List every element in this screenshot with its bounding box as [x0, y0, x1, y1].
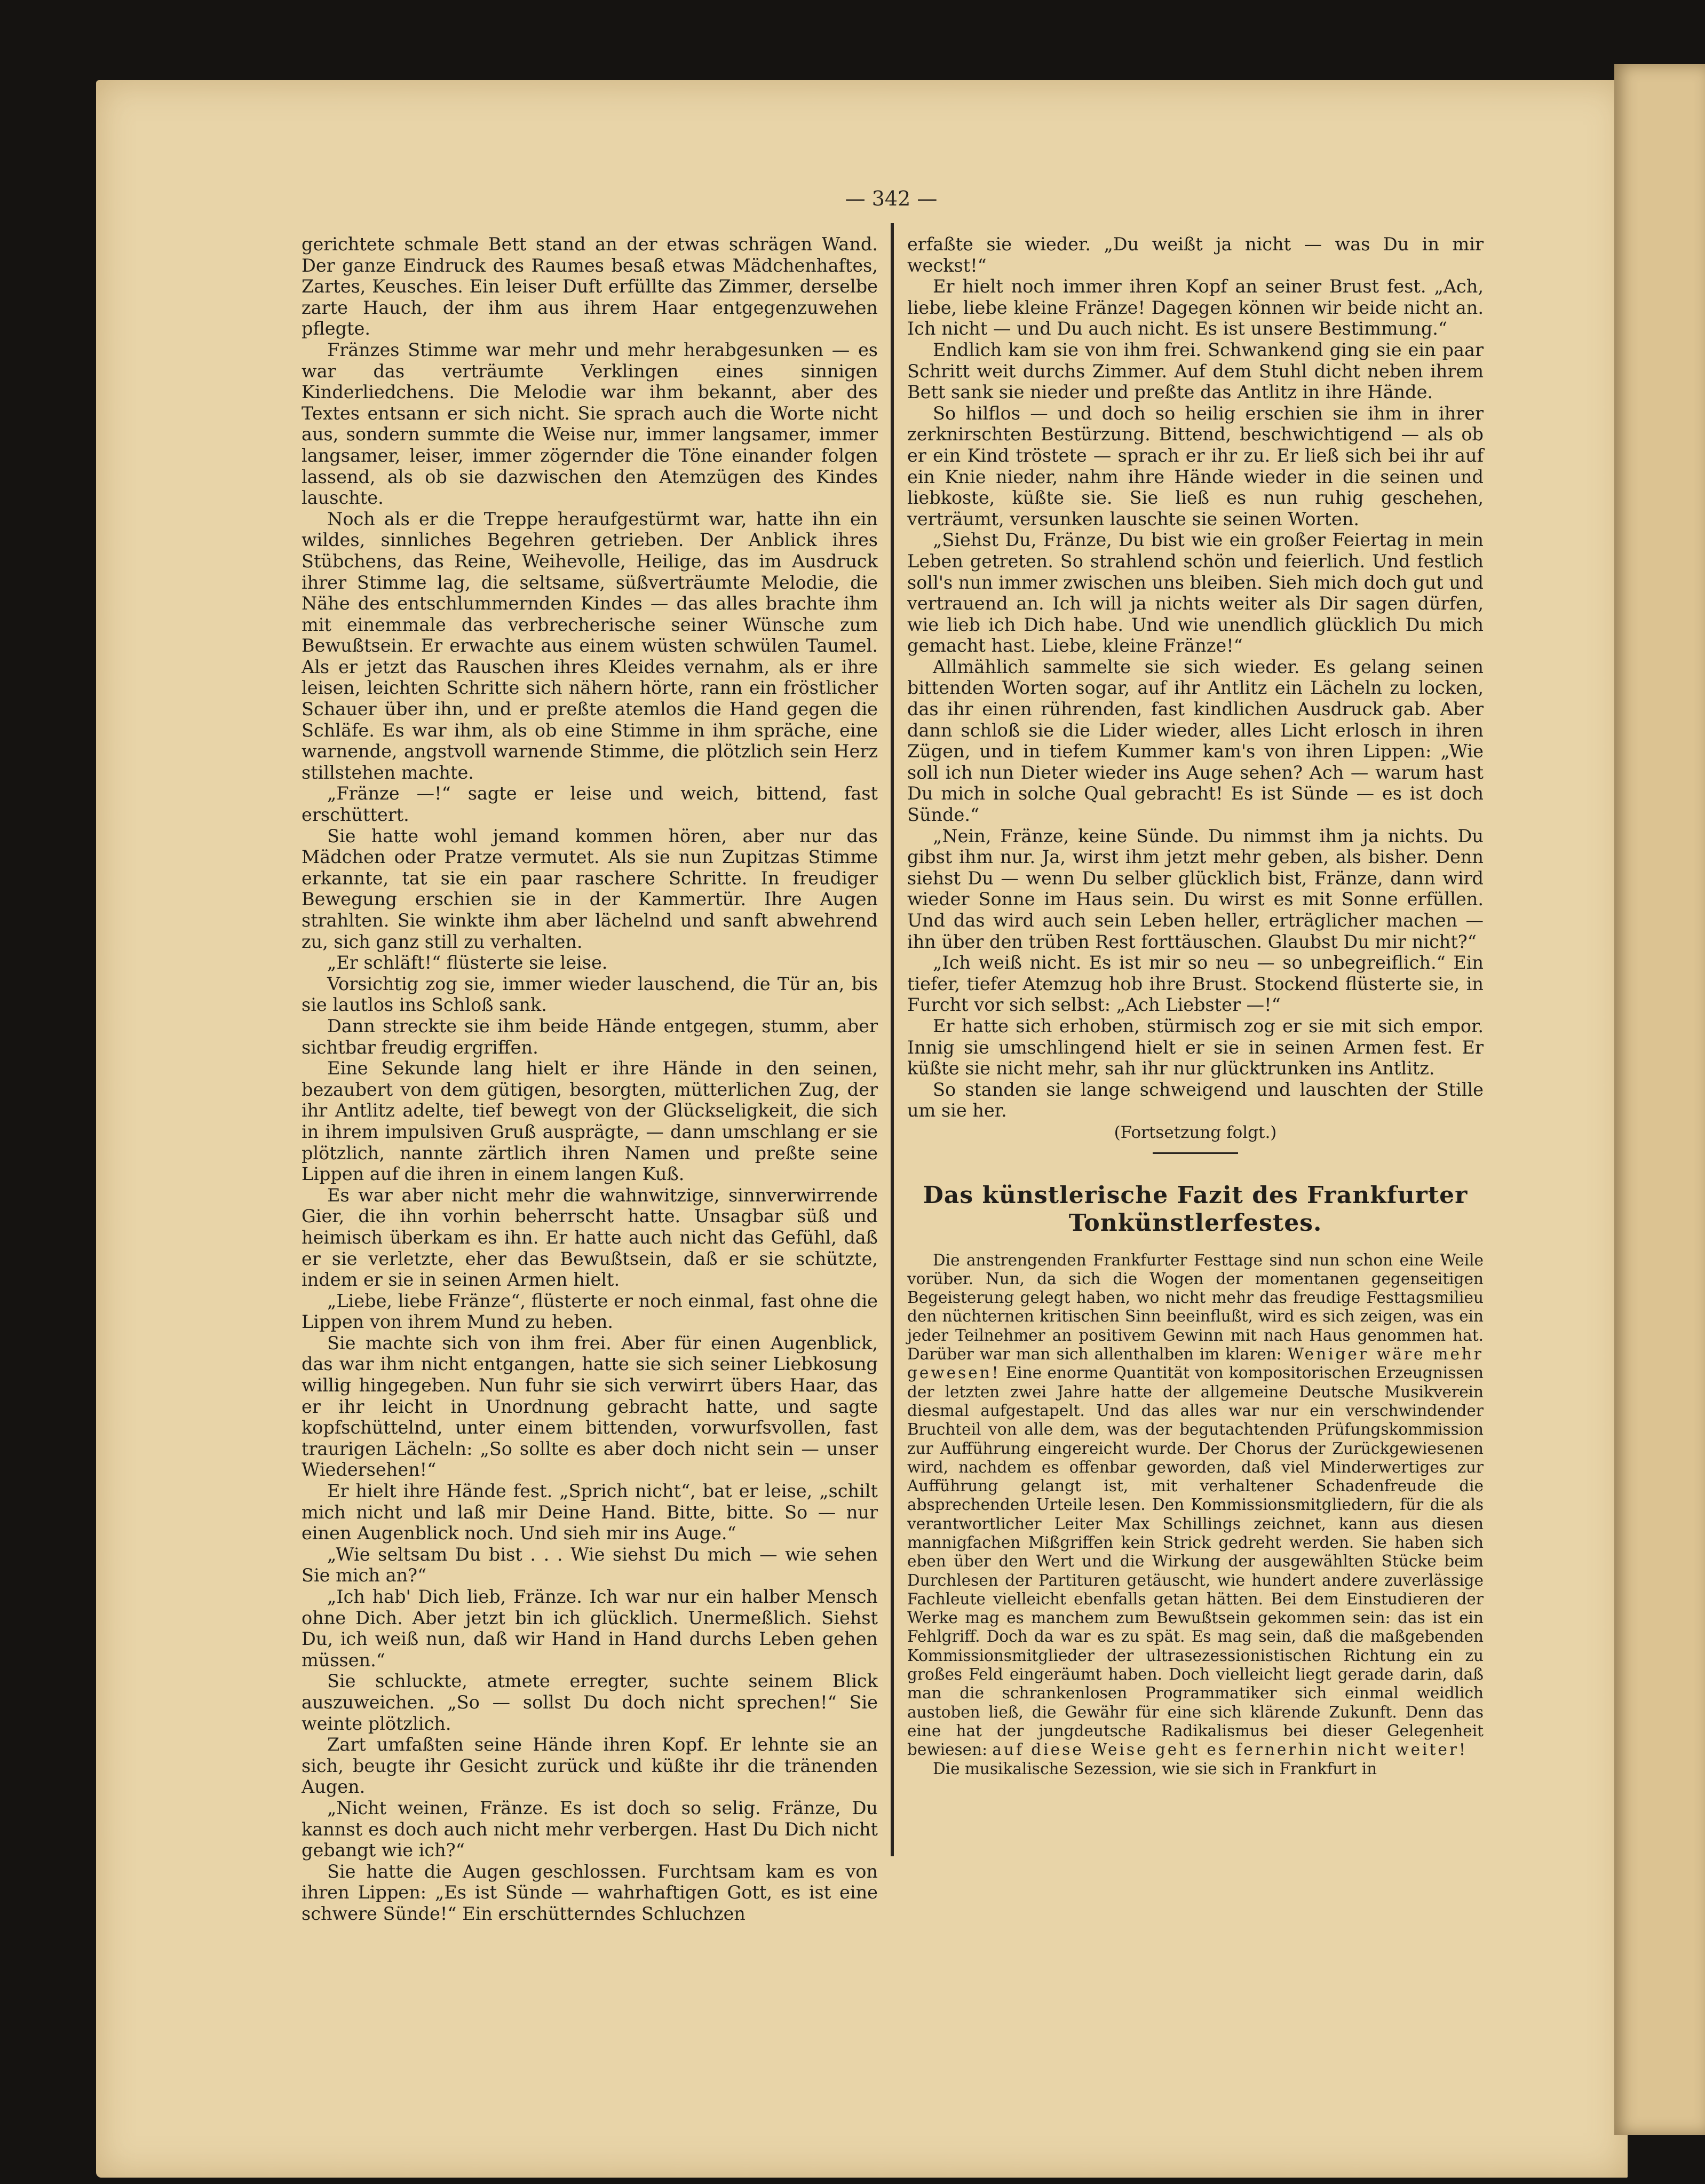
paragraph: „Nicht weinen, Fränze. Es ist doch so selig. Fränze, Du kannst es doch auch nicht mehr verbergen. Hast Du Dich nicht gebangt wie ich?“: [302, 1797, 878, 1861]
paragraph: Sie hatte wohl jemand kommen hören, aber nur das Mädchen oder Pratze vermutet. Als sie nun Zupitzas Stimme erkannte, tat sie ein paar raschere Schritte. In freudiger Bewegung erschien sie in der Kammertür. Ihre Augen strahlten. Sie winkte ihm aber lächelnd und sanft abwehrend zu, sich ganz still zu verhalten.: [302, 825, 878, 952]
article-text: Die anstrengenden Frankfurter Festtage sind nun schon eine Weile vorüber. Nun, da sich die Wogen der momentanen gegenseitigen Begeisterung gelegt haben, wo nicht mehr das freudige Festtagsmilieu den nüchternen kritischen Sinn beeinflußt, wird es sich zeigen, was ein jeder Teilnehmer an positivem Gewinn mit nach Haus genommen hat. Darüber war man sich allenthalben im klaren:: [907, 1251, 1484, 1364]
paragraph: „Nein, Fränze, keine Sünde. Du nimmst ihm ja nichts. Du gibst ihm nur. Ja, wirst ihm jetzt mehr geben, als bisher. Denn siehst Du — wenn Du selber glücklich bist, Fränze, dann wird wieder Sonne im Haus sein. Du wirst es mit Sonne erfüllen. Und das wird auch sein Leben heller, erträglicher machen — ihn über den trüben Rest forttäuschen. Glaubst Du mir nicht?“: [907, 825, 1484, 952]
right-column: [907, 234, 1484, 1856]
paragraph: Fränzes Stimme war mehr und mehr herabgesunken — es war das verträumte Verklingen eines sinnigen Kinderliedchens. Die Melodie war ihm bekannt, aber des Textes entsann er sich nicht. Sie sprach auch die Worte nicht aus, sondern summte die Weise nur, immer langsamer, immer langsamer, leiser, immer zögernder die Töne einander folgen lassend, als ob sie dazwischen den Atemzügen des Kindes lauschte.: [302, 339, 878, 509]
article-title-line: Das künstlerische Fazit des Frankfurter: [923, 1181, 1468, 1209]
paragraph: „Fränze —!“ sagte er leise und weich, bittend, fast erschüttert.: [302, 783, 878, 826]
paragraph: „Ich hab' Dich lieb, Fränze. Ich war nur ein halber Mensch ohne Dich. Aber jetzt bin ich glücklich. Unermeßlich. Siehst Du, ich weiß nun, daß wir Hand in Hand durchs Leben gehen müssen.“: [302, 1586, 878, 1671]
article-title-line: Tonkünstlerfestes.: [1068, 1209, 1322, 1237]
article-body: [907, 1760, 1484, 1778]
paragraph: Eine Sekunde lang hielt er ihre Hände in den seinen, bezaubert von dem gütigen, besorgten, mütterlichen Zug, der ihr Antlitz adelte, tief bewegt von der Glückseligkeit, die sich in ihrem impulsiven Gruß ausprägte, — dann umschlang er sie plötzlich, nannte zärtlich ihren Namen und preßte seine Lippen auf die ihren in einem langen Kuß.: [302, 1058, 878, 1185]
column-divider: [891, 223, 894, 1856]
article-text: Eine enorme Quantität von kompositorischen Erzeugnissen der letzten zwei Jahre hatte der allgemeine Deutsche Musikverein diesmal aufgestapelt. Und das alles war nur ein verschwindender Bruchteil von alle dem, was der begutachtenden Prüfungskommission zur Aufführung eingereicht wurde. Der Chorus der Zurückgewiesenen wird, nachdem es offenbar geworden, daß viel Minderwertiges zur Aufführung gelangt ist, mit verhaltener Schadenfreude die absprechenden Urteile lesen. Den Kommissionsmitgliedern, für die als verantwortlicher Leiter Max Schillings zeichnet, kann aus diesen mannigfachen Mißgriffen kein Strick gedreht werden. Sie haben sich eben über den Wert und die Wirkung der ausgewählten Stücke beim Durchlesen der Partituren getäuscht, wie hundert andere zuverlässige Fachleute vielleicht ebenfalls getan hätten. Bei dem Einstudieren der Werke mag es manchem zum Bewußtsein gekommen sein: das ist ein Fehlgriff. Doch da war es zu spät. Es mag sein, daß die maßgebenden Kommissionsmitglieder der ultrasezessionistischen Richtung ein zu großes Feld eingeräumt haben. Doch vielleicht liegt gerade darin, daß man die schrankenlosen Programmatiker sich einmal weidlich austoben ließ, die Gewähr für eine sich klärende Zukunft. Denn das eine hat der jungdeutsche Radikalismus bei dieser Gelegenheit bewiesen:: [907, 1364, 1484, 1759]
paragraph: So standen sie lange schweigend und lauschten der Stille um sie her.: [907, 1079, 1484, 1121]
paragraph: Es war aber nicht mehr die wahnwitzige, sinnverwirrende Gier, die ihn vorhin beherrscht hatte. Unsagbar süß und heimisch überkam es ihn. Er hatte auch nicht das Gefühl, daß er sie verletzte, eher das Bewußtsein, daß er sie schützte, indem er sie in seinen Armen hielt.: [302, 1184, 878, 1291]
paragraph: Sie machte sich von ihm frei. Aber für einen Augenblick, das war ihm nicht entgangen, hatte sie sich seiner Liebkosung willig hingegeben. Nun fuhr sie sich verwirrt übers Haar, das er ihr leicht in Unordnung gebracht hatte, und sagte kopfschüttelnd, unter einem bittenden, vorwurfsvollen, fast traurigen Lächeln: „So sollte es aber doch nicht sein — unser Wiedersehen!“: [302, 1332, 878, 1481]
paragraph: Sie schluckte, atmete erregter, suchte seinem Blick auszuweichen. „So — sollst Du doch nicht sprechen!“ Sie weinte plötzlich.: [302, 1671, 878, 1734]
paragraph: Er hielt ihre Hände fest. „Sprich nicht“, bat er leise, „schilt mich nicht und laß mir Deine Hand. Bitte, bitte. So — nur einen Augenblick noch. Und sieh mir ins Auge.“: [302, 1481, 878, 1544]
section-divider: [1153, 1152, 1238, 1154]
paragraph: gerichtete schmale Bett stand an der etwas schrägen Wand. Der ganze Eindruck des Raumes besaß etwas Mädchenhaftes, Zartes, Keusches. Ein leiser Duft erfüllte das Zimmer, derselbe zarte Hauch, der ihm aus ihrem Haar entgegenzuwehen pflegte.: [302, 234, 878, 339]
paragraph: Er hatte sich erhoben, stürmisch zog er sie mit sich empor. Innig sie umschlingend hielt er sie in seinen Armen fest. Er küßte sie nicht mehr, sah ihr nur glücktrunken ins Antlitz.: [907, 1015, 1484, 1079]
paragraph: erfaßte sie wieder. „Du weißt ja nicht — was Du in mir weckst!“: [907, 234, 1484, 276]
paragraph: „Er schläft!“ flüsterte sie leise.: [327, 952, 608, 974]
paragraph: Er hielt noch immer ihren Kopf an seiner Brust fest. „Ach, liebe, liebe kleine Fränze! Dagegen können wir beide nicht an. Ich nicht — und Du auch nicht. Es ist unsere Bestimmung.“: [907, 276, 1484, 339]
article-body: [907, 1251, 1484, 1760]
paragraph: „Ich weiß nicht. Es ist mir so neu — so unbegreiflich.“ Ein tiefer, tiefer Atemzug hob ihre Brust. Stockend flüsterte sie, in Furcht vor sich selbst: „Ach Liebster —!“: [907, 952, 1484, 1016]
paragraph: Endlich kam sie von ihm frei. Schwankend ging sie ein paar Schritt weit durchs Zimmer. Auf dem Stuhl dicht neben ihrem Bett sank sie nieder und preßte das Antlitz in ihre Hände.: [907, 339, 1484, 403]
article-title: [907, 1182, 1484, 1237]
article-text: Die musikalische Sezession, wie sie sich in Frankfurt in: [933, 1759, 1377, 1778]
paragraph: Dann streckte sie ihm beide Hände entgegen, stumm, aber sichtbar freudig ergriffen.: [302, 1015, 878, 1058]
article-emphasis: Weniger wäre mehr gewesen!: [907, 1345, 1484, 1382]
paragraph: „Liebe, liebe Fränze“, flüsterte er noch einmal, fast ohne die Lippen von ihrem Mund zu heben.: [302, 1290, 878, 1333]
paragraph: Sie hatte die Augen geschlossen. Furchtsam kam es von ihren Lippen: „Es ist Sünde — wahrhaftigen Gott, es ist eine schwere Sünde!“ Ein erschütterndes Schluchzen: [302, 1861, 878, 1924]
continuation-note: (Fortsetzung folgt.): [1114, 1122, 1277, 1142]
left-column: [302, 234, 878, 1924]
paragraph: So hilflos — und doch so heilig erschien sie ihm in ihrer zerknirschten Bestürzung. Bittend, beschwichtigend — als ob er ein Kind tröstete — sprach er ihr zu. Er ließ sich bei ihr auf ein Knie nieder, nahm ihre Hände wieder in die seinen und liebkoste, küßte sie. Sie ließ es nun ruhig geschehen, verträumt, versunken lauschte sie seinen Worten.: [907, 402, 1484, 529]
paragraph: Zart umfaßten seine Hände ihren Kopf. Er lehnte sie an sich, beugte ihr Gesicht zurück und küßte ihr die tränenden Augen.: [302, 1734, 878, 1798]
adjacent-page-edge: [1614, 64, 1705, 2135]
paragraph: „Siehst Du, Fränze, Du bist wie ein großer Feiertag in mein Leben getreten. So strahlend schön und feierlich. Und festlich soll's nun immer zwischen uns bleiben. Sieh mich doch gut und vertrauend an. Ich will ja nichts weiter als Dir sagen dürfen, wie lieb ich Dich habe. Und wie unendlich glücklich Du mich gemacht hast. Liebe, kleine Fränze!“: [907, 529, 1484, 656]
article-emphasis: auf diese Weise geht es fernerhin nicht weiter!: [992, 1740, 1468, 1759]
paragraph: „Wie seltsam Du bist . . . Wie siehst Du mich — wie sehen Sie mich an?“: [302, 1544, 878, 1586]
page-number: — 342 —: [845, 187, 938, 210]
paragraph: Vorsichtig zog sie, immer wieder lauschend, die Tür an, bis sie lautlos ins Schloß sank.: [302, 973, 878, 1016]
paragraph: Allmählich sammelte sie sich wieder. Es gelang seinen bittenden Worten sogar, auf ihr Antlitz ein Lächeln zu locken, das ihr einen rührenden, fast kindlichen Ausdruck gab. Aber dann schloß sie die Lider wieder, alles Licht erlosch in ihren Zügen, und in tiefem Kummer kam's von ihren Lippen: „Wie soll ich nun Dieter wieder ins Auge sehen? Ach — warum hast Du mich in solche Qual gebracht! Es ist Sünde — es ist doch Sünde.“: [907, 656, 1484, 826]
paragraph: Noch als er die Treppe heraufgestürmt war, hatte ihn ein wildes, sinnliches Begehren getrieben. Der Anblick ihres Stübchens, das Reine, Weihevolle, Heilige, das im Ausdruck ihrer Stimme lag, die seltsame, süßverträumte Melodie, die Nähe des entschlummernden Kindes — das alles brachte ihm mit einemmale das verbrecherische seiner Wünsche zum Bewußtsein. Er erwachte aus einem wüsten schwülen Taumel. Als er jetzt das Rauschen ihres Kleides vernahm, als er ihre leisen, leichten Schritte sich nähern hörte, rann ein fröstlicher Schauer über ihn, und er preßte atemlos die Hand gegen die Schläfe. Es war ihm, als ob eine Stimme in ihm spräche, eine warnende, angstvoll warnende Stimme, die plötzlich sein Herz stillstehen machte.: [302, 508, 878, 783]
